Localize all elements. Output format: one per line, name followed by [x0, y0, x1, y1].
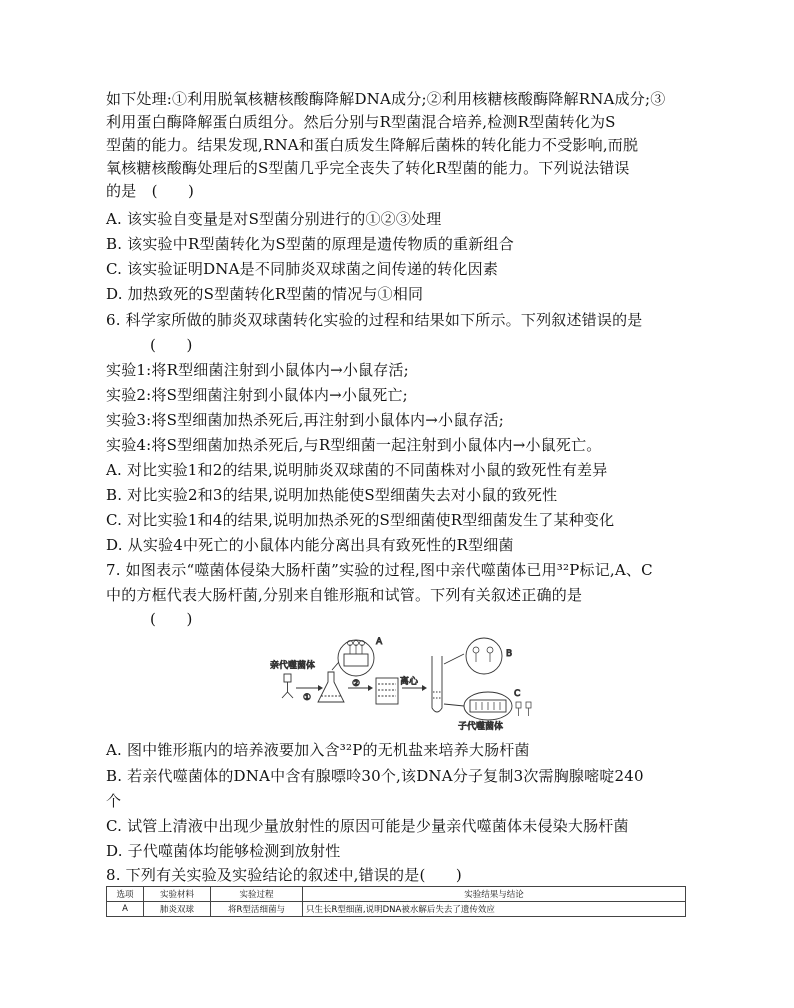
table-header-row: [107, 887, 686, 902]
text-line: 氧核糖核酸酶处理后的S型菌几乎完全丧失了转化R型菌的能力。下列说法错误: [106, 159, 630, 177]
option-c: C. 试管上清液中出现少量放射性的原因可能是少量亲代噬菌体未侵染大肠杆菌: [106, 817, 629, 835]
cell-process: 将R型活细菌与: [211, 902, 303, 917]
answer-blank: ( ): [150, 610, 193, 628]
option-d: D. 加热致死的S型菌转化R型菌的情况与①相同: [106, 285, 424, 303]
centrifuge-label: 离心: [400, 677, 419, 687]
link-c: [444, 704, 464, 706]
experiment-2: 实验2:将S型细菌注射到小鼠体内→小鼠死亡;: [106, 386, 408, 404]
option-a: A. 该实验自变量是对S型菌分别进行的①②③处理: [106, 210, 442, 228]
cell-b-circle: [466, 638, 502, 674]
question-8: 8. 下列有关实验及实验结论的叙述中,错误的是( ): [106, 866, 462, 884]
option-b-cont: 个: [106, 792, 122, 810]
experiment-4: 实验4:将S型细菌加热杀死后,与R型细菌一起注射到小鼠体内→小鼠死亡。: [106, 436, 602, 454]
question-7: 7. 如图表示“噬菌体侵染大肠杆菌”实验的过程,图中亲代噬菌体已用³²P标记,A、C: [106, 561, 653, 579]
child-phage-icon: [516, 702, 531, 716]
header-process: 实验过程: [211, 887, 303, 902]
header-option: 选项: [107, 887, 144, 902]
test-tube-icon: [432, 656, 442, 712]
experiment-table: [106, 886, 686, 917]
option-a: A. 图中锥形瓶内的培养液要加入含³²P的无机盐来培养大肠杆菌: [106, 741, 530, 759]
option-a: A. 对比实验1和2的结果,说明肺炎双球菌的不同菌株对小鼠的致死性有差异: [106, 461, 608, 479]
link-b: [444, 654, 464, 664]
text-line: 的是 ( ): [106, 182, 195, 200]
text-line: 型菌的能力。结果发现,RNA和蛋白质发生降解后菌株的转化能力不受影响,而脱: [106, 136, 639, 154]
flask-icon: [318, 672, 344, 702]
label-a: A: [376, 637, 383, 647]
cell-material: 肺炎双球: [144, 902, 211, 917]
text-line: 如下处理:①利用脱氧核糖核酸酶降解DNA成分;②利用核糖核酸酶降解RNA成分;③: [106, 90, 666, 108]
step-2-label: ②: [352, 679, 361, 689]
option-c: C. 该实验证明DNA是不同肺炎双球菌之间传递的转化因素: [106, 260, 499, 278]
header-result: 实验结果与结论: [303, 887, 686, 902]
option-d: D. 从实验4中死亡的小鼠体内能分离出具有致死性的R型细菌: [106, 536, 514, 554]
step-1-label: ①: [303, 693, 312, 703]
experiment-1: 实验1:将R型细菌注射到小鼠体内→小鼠存活;: [106, 361, 409, 379]
parent-phage-icon: [282, 674, 293, 698]
option-c: C. 对比实验1和4的结果,说明加热杀死的S型细菌使R型细菌发生了某种变化: [106, 511, 615, 529]
label-c: C: [514, 689, 521, 699]
table-row: [107, 902, 686, 917]
child-phage-label: 子代噬菌体: [458, 722, 504, 732]
question-6: 6. 科学家所做的肺炎双球菌转化实验的过程和结果如下所示。下列叙述错误的是: [106, 311, 643, 329]
option-b: B. 该实验中R型菌转化为S型菌的原理是遗传物质的重新组合: [106, 235, 514, 253]
text-line: 中的方框代表大肠杆菌,分别来自锥形瓶和试管。下列有关叙述正确的是: [106, 586, 583, 604]
text-line: 利用蛋白酶降解蛋白质组分。然后分别与R型菌混合培养,检测R型菌转化为S: [106, 113, 616, 131]
header-material: 实验材料: [144, 887, 211, 902]
blender-icon: [376, 678, 398, 704]
answer-blank: ( ): [150, 336, 193, 354]
option-b: B. 对比实验2和3的结果,说明加热能使S型细菌失去对小鼠的致死性: [106, 486, 558, 504]
label-b: B: [506, 649, 513, 659]
bacterium-a: [344, 654, 368, 666]
cell-result: 只生长R型细菌,说明DNA被水解后失去了遗传效应: [303, 902, 686, 917]
option-b: B. 若亲代噬菌体的DNA中含有腺嘌呤30个,该DNA分子复制3次需胸腺嘧啶240: [106, 767, 644, 785]
cell-option: A: [107, 902, 144, 917]
experiment-3: 实验3:将S型细菌加热杀死后,再注射到小鼠体内→小鼠存活;: [106, 411, 505, 429]
phage-infection-diagram: [270, 636, 560, 732]
parent-phage-label: 亲代噬菌体: [270, 661, 316, 671]
option-d: D. 子代噬菌体均能够检测到放射性: [106, 842, 341, 860]
